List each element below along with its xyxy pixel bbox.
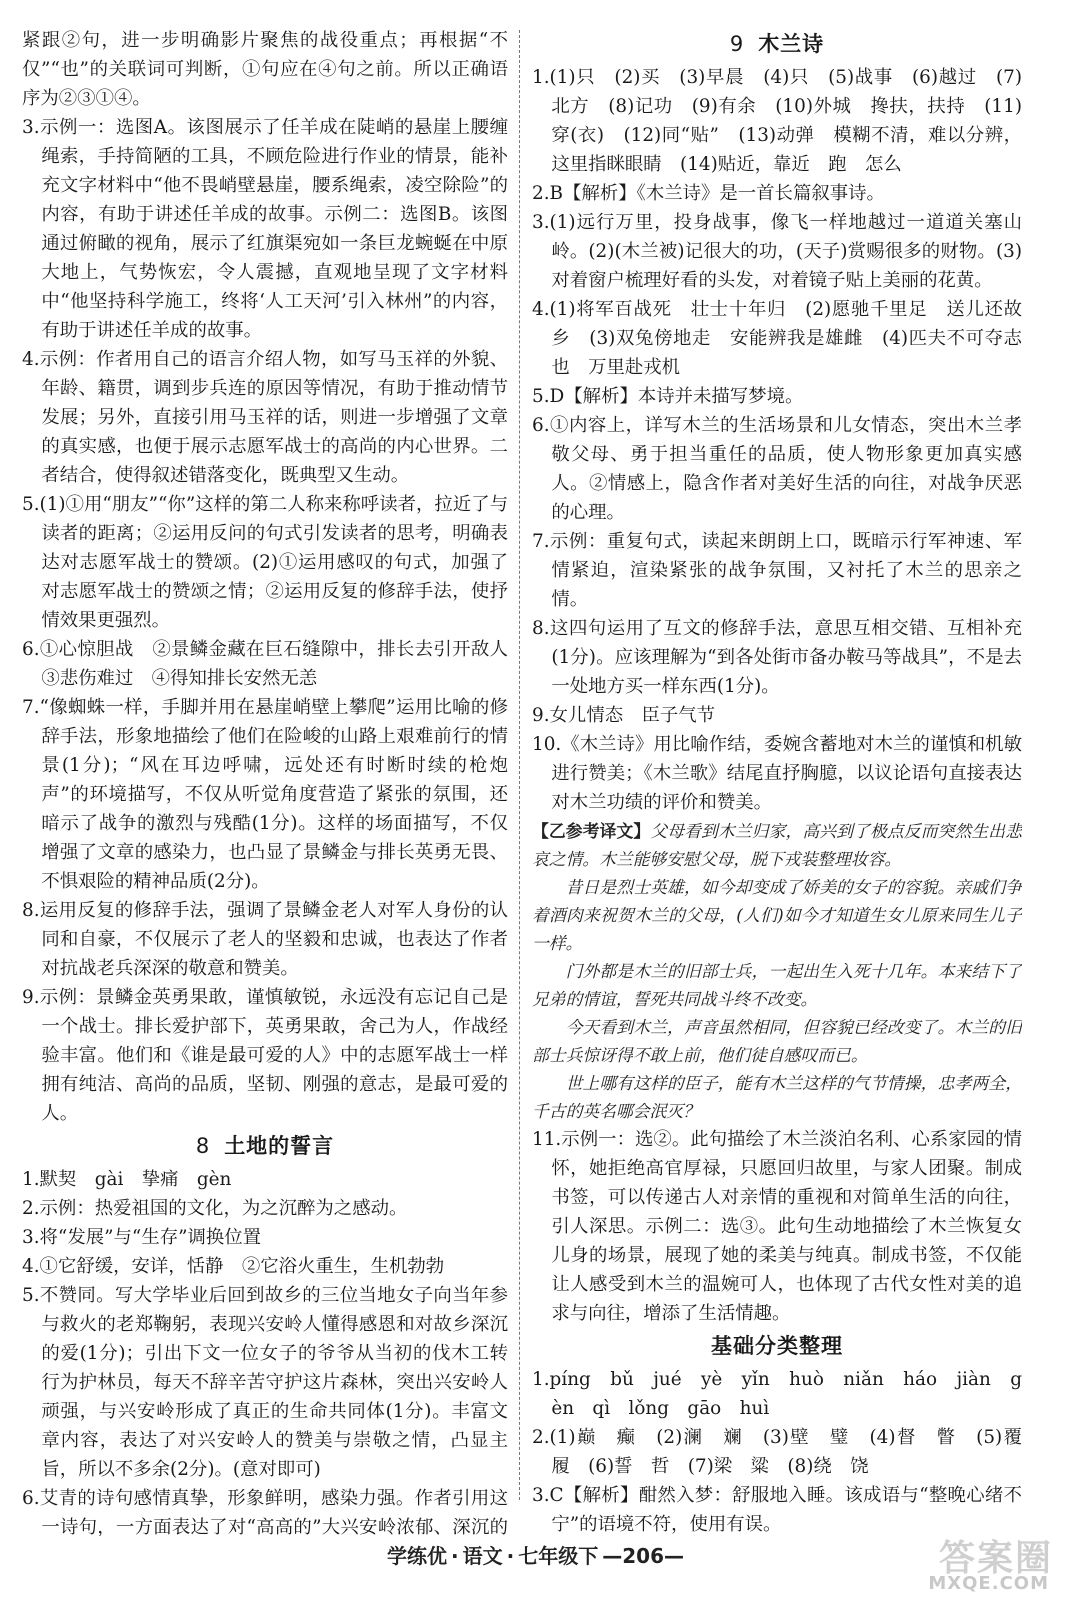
watermark-bottom: MXQE.COM	[928, 1573, 1049, 1594]
footer-dot: ·	[506, 1544, 515, 1568]
watermark-logo	[909, 1530, 1059, 1594]
section-9-heading	[532, 28, 1022, 61]
s9-item-11: 11.示例一：选②。此句描绘了木兰淡泊名利、心系家园的情怀，她拒绝高官厚禄，只愿回归故里，与家人团聚。制成书签，可以传递古人对亲情的重视和对简单生活的向往，引人深思。示例二：选③。此句生动地描绘了木兰恢复女儿身的场景，展现了她的柔美与纯真。制成书签，不仅能让人感受到木兰的温婉可人，也体现了古代女性对美的追求与向往，增添了生活情趣。	[532, 1129, 1022, 1324]
translation-para-1: 父母看到木兰归家，高兴到了极点反而突然生出悲哀之情。木兰能够安慰父母，脱下戎装整理妆容。	[532, 821, 1022, 869]
answer-item-5: 5.(1)①用“朋友”“你”这样的第二人称来称呼读者，拉近了与读者的距离；②运用反问的句式引发读者的思考，明确表达对志愿军战士的赞颂。(2)①运用感叹的句式，加强了对志愿军战士的赞颂之情；②运用反复的修辞手法，使抒情效果更强烈。	[22, 494, 508, 631]
footer-dot: ·	[451, 1544, 459, 1568]
page-number: —206—	[602, 1544, 684, 1568]
answer-item-3: 3.示例一：选图A。该图展示了任羊成在陡峭的悬崖上腰缠绳索，手持简陋的工具，不顾危险进行作业的情景，能补充文字材料中“他不畏峭壁悬崖，腰系绳索，凌空除险”的内容，有助于讲述任羊成的故事。示例二：选图B。该图通过俯瞰的视角，展示了红旗渠宛如一条巨龙蜿蜒在中原大地上，气势恢宏，令人震撼，直观地呈现了文字材料中“他坚持科学施工，终将‘人工天河’引入林州”的内容，有助于讲述任羊成的故事。	[22, 117, 508, 341]
s9-item-8: 8.这四句运用了互文的修辞手法，意思互相交错、互相补充(1分)。应该理解为“到各处街市备办鞍马等战具”，不是去一处地方买一样东西(1分)。	[532, 618, 1022, 697]
s8-item-4: 4.①它舒缓，安详，恬静 ②它浴火重生，生机勃勃	[22, 1256, 445, 1277]
s9-item-4: 4.(1)将军百战死 壮士十年归 (2)愿驰千里足 送儿还故乡 (3)双兔傍地走 安能辨我是雄雌 (4)匹夫不可夺志也 万里赴戎机	[532, 299, 1022, 378]
section-9-number: 9	[729, 32, 745, 56]
s8-item-6: 6.艾青的诗句感情真挚，形象鲜明，感染力强。作者引用这一诗句，一方面表达了对“高高的”大兴安岭浓郁、深沉的	[22, 1488, 508, 1536]
answer-item-9: 9.示例：景鳞金英勇果敢，谨慎敏锐，永远没有忘记自己是一个战士。排长爱护部下，英勇果敢，舍己为人，作战经验丰富。他们和《谁是最可爱的人》中的志愿军战士一样拥有纯洁、高尚的品质，坚韧、刚强的意志，是最可爱的人。	[22, 987, 508, 1124]
translation-lead	[532, 817, 1022, 873]
section-8-heading	[22, 1130, 508, 1163]
basics-item-1: 1.píng bǔ jué yè yǐn huò niǎn háo jiàn gèn qì lǒng gāo huì	[532, 1369, 1022, 1419]
s9-item-2: 2.B【解析】《木兰诗》是一首长篇叙事诗。	[532, 183, 885, 204]
column-divider	[519, 30, 520, 1500]
right-column	[532, 26, 1022, 1536]
s8-item-2: 2.示例：热爱祖国的文化，为之沉醉为之感动。	[22, 1198, 408, 1219]
section-8-number: 8	[195, 1134, 211, 1158]
basics-heading: 基础分类整理	[711, 1334, 843, 1358]
answer-item-4: 4.示例：作者用自己的语言介绍人物，如写马玉祥的外貌、年龄、籍贯，调到步兵连的原因等情况，有助于推动情节发展；另外，直接引用马玉祥的话，则进一步增强了文章的真实感，也便于展示志愿军战士的高尚的内心世界。二者结合，使得叙述错落变化，既典型又生动。	[22, 349, 508, 486]
s8-item-5: 5.不赞同。写大学毕业后回到故乡的三位当地女子向当年参与救火的老郑鞠躬，表现兴安岭人懂得感恩和对故乡深沉的爱(1分)；引出下文一位女子的爷爷从当初的伐木工转行为护林员，每天不辞辛苦守护这片森林，突出兴安岭人顽强，与兴安岭形成了真正的生命共同体(1分)。丰富文章内容，表达了对兴安岭人的赞美与崇敬之情，凸显主旨，所以不多余(2分)。(意对即可)	[22, 1285, 508, 1480]
footer-brand: 学练优	[387, 1544, 448, 1568]
s8-item-1: 1.默契 gài 挚痛 gèn	[22, 1169, 232, 1190]
left-column	[22, 26, 508, 1536]
s9-item-6: 6.①内容上，详写木兰的生活场景和儿女情态，突出木兰孝敬父母、勇于担当重任的品质，使人物形象更加真实感人。②情感上，隐含作者对美好生活的向往，对战争厌恶的心理。	[532, 415, 1022, 523]
translation-para-5: 世上哪有这样的臣子，能有木兰这样的气节情操，忠孝两全，千古的英名哪会泯灭？	[532, 1073, 1022, 1121]
s9-item-3: 3.(1)远行万里，投身战事，像飞一样地越过一道道关塞山岭。(2)(木兰被)记很大的功，(天子)赏赐很多的财物。(3)对着窗户梳理好看的头发，对着镜子贴上美丽的花黄。	[532, 212, 1022, 291]
basics-item-3: 3.C【解析】酣然入梦：舒服地入睡。该成语与“整晚心绪不宁”的语境不符，使用有误。	[532, 1485, 1022, 1535]
section-9-title: 木兰诗	[758, 32, 825, 56]
footer-grade: 七年级下	[518, 1544, 599, 1568]
answer-item-6: 6.①心惊胆战 ②景鳞金藏在巨石缝隙中，排长去引开敌人 ③悲伤难过 ④得知排长安然无恙	[22, 639, 508, 689]
s9-item-7: 7.示例：重复句式，读起来朗朗上口，既暗示行军神速、军情紧迫，渲染紧张的战争氛围，又衬托了木兰的思亲之情。	[532, 531, 1022, 610]
answer-item-8: 8.运用反复的修辞手法，强调了景鳞金老人对军人身份的认同和自豪，不仅展示了老人的坚毅和忠诚，也表达了作者对抗战老兵深深的敬意和赞美。	[22, 900, 508, 979]
s9-item-5: 5.D【解析】本诗并未描写梦境。	[532, 386, 804, 407]
translation-para-2: 昔日是烈士英雄，如今却变成了娇美的女子的容貌。亲戚们争着酒肉来祝贺木兰的父母，(人们)如今才知道生女儿原来同生儿子一样。	[532, 877, 1022, 953]
intro-text: 紧跟②句，进一步明确影片聚焦的战役重点；再根据“不仅”“也”的关联词可判断，①句应在④句之前。所以正确语序为②③①④。	[22, 30, 508, 109]
watermark-top: 答案圈	[938, 1538, 1053, 1579]
translation-para-3: 门外都是木兰的旧部士兵，一起出生入死十几年。本来结下了兄弟的情谊，誓死共同战斗终不改变。	[532, 961, 1022, 1009]
translation-para-4: 今天看到木兰，声音虽然相同，但容貌已经改变了。木兰的旧部士兵惊讶得不敢上前，他们徒自感叹而已。	[532, 1017, 1022, 1065]
footer-subject: 语文	[462, 1544, 503, 1568]
basics-item-2: 2.(1)巅 癫 (2)澜 斓 (3)壁 璧 (4)督 瞥 (5)覆 履 (6)誓 哲 (7)梁 粱 (8)绕 饶	[532, 1427, 1022, 1477]
s9-item-10: 10.《木兰诗》用比喻作结，委婉含蓄地对木兰的谨慎和机敏进行赞美；《木兰歌》结尾直抒胸臆，以议论语句直接表达对木兰功绩的评价和赞美。	[532, 734, 1022, 813]
answer-item-7: 7.“像蜘蛛一样，手脚并用在悬崖峭壁上攀爬”运用比喻的修辞手法，形象地描绘了他们在险峻的山路上艰难前行的情景(1分)；“风在耳边呼啸，远处还有时断时续的枪炮声”的环境描写，不仅从听觉角度营造了紧张的氛围，还暗示了战争的激烈与残酷(1分)。这样的场面描写，不仅增强了文章的感染力，也凸显了景鳞金与排长英勇无畏、不惧艰险的精神品质(2分)。	[22, 697, 508, 892]
translation-tag: 【乙参考译文】	[532, 821, 651, 841]
s8-item-3: 3.将“发展”与“生存”调换位置	[22, 1227, 262, 1248]
s9-item-9: 9.女儿情态 臣子气节	[532, 705, 716, 726]
section-8-title: 土地的誓言	[224, 1134, 335, 1158]
s9-item-1: 1.(1)只 (2)买 (3)早晨 (4)只 (5)战事 (6)越过 (7)北方 (8)记功 (9)有余 (10)外城 搀扶，扶持 (11)穿(衣) (12)同“贴” (13)动弹 模糊不清，难以分辨，这里指眯眼睛 (14)贴近，靠近 跑 怎么	[532, 67, 1022, 175]
